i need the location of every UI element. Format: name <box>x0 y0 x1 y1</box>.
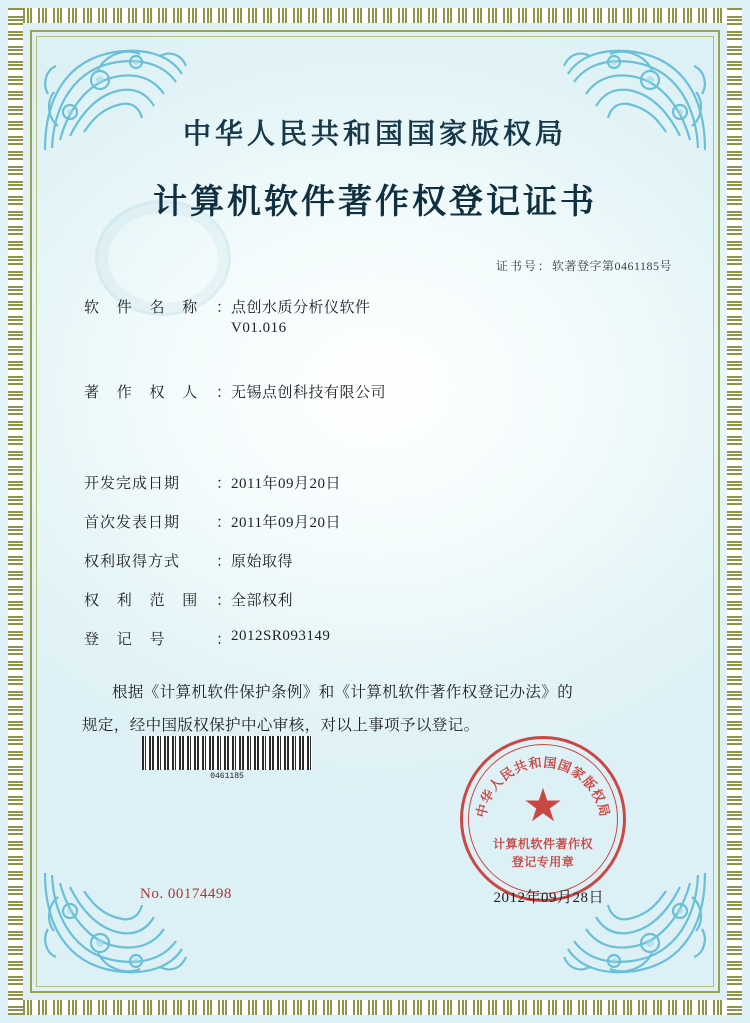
official-seal <box>460 736 626 902</box>
serial-number-value: 00174498 <box>167 886 232 902</box>
barcode-number: 0461185 <box>210 772 244 781</box>
border-pattern-right <box>727 8 742 1015</box>
field-software-name <box>84 296 690 337</box>
field-value: 2011年09月20日 <box>231 476 341 492</box>
field-value: 无锡点创科技有限公司 <box>231 385 387 401</box>
field-colon: ： <box>216 300 232 316</box>
field-value: 2011年09月20日 <box>231 515 341 531</box>
statement-line-1: 根据《计算机软件保护条例》和《计算机软件著作权登记办法》的 <box>112 684 574 701</box>
field-label: 开发完成日期 <box>84 476 181 492</box>
border-pattern-top <box>8 8 742 23</box>
field-colon: ： <box>216 554 232 570</box>
spacer <box>84 420 690 446</box>
certificate-number-value: 软著登字第0461185号 <box>551 259 672 273</box>
seal-text-lines <box>463 835 623 871</box>
field-rights-scope <box>84 589 690 610</box>
certificate-number-label: 证书号： <box>495 259 552 273</box>
svg-text:中华人民共和国国家版权局 <box>473 755 611 819</box>
star-icon: ★ <box>522 780 564 831</box>
field-label: 著 作 权 人 <box>84 385 205 401</box>
field-copyright-owner <box>84 381 690 402</box>
statement-paragraph <box>60 677 690 742</box>
field-label: 软 件 名 称 <box>84 300 205 316</box>
spacer <box>84 446 690 472</box>
field-first-publish-date <box>84 511 690 532</box>
certificate-number <box>60 257 690 274</box>
seal-line-2: 登记专用章 <box>511 855 575 869</box>
issuer-title: 中华人民共和国国家版权局 <box>182 117 567 150</box>
field-colon: ： <box>216 593 232 609</box>
field-value-line2: V01.016 <box>231 320 287 336</box>
field-value-line1: 点创水质分析仪软件 <box>231 300 371 316</box>
border-pattern-left <box>8 8 23 1015</box>
field-acquisition-method <box>84 550 690 571</box>
field-label: 首次发表日期 <box>84 515 181 531</box>
field-label: 登 记 号 <box>84 632 172 648</box>
field-colon: ： <box>216 632 232 648</box>
spacer <box>84 355 690 381</box>
barcode <box>142 736 312 770</box>
field-label: 权 利 范 围 <box>84 593 205 609</box>
field-registration-number <box>84 628 690 649</box>
field-value: 2012SR093149 <box>231 628 331 644</box>
border-pattern-bottom <box>8 1000 742 1015</box>
statement-line-2: 规定，经中国版权保护中心审核，对以上事项予以登记。 <box>82 716 480 734</box>
issue-date: 2012年09月28日 <box>493 890 604 906</box>
seal-arc-label: 中华人民共和国国家版权局 <box>474 755 612 820</box>
fields-list <box>60 296 690 649</box>
page-title: 计算机软件著作权登记证书 <box>153 182 597 222</box>
field-label: 权利取得方式 <box>84 554 181 570</box>
field-colon: ： <box>216 515 232 531</box>
field-value: 全部权利 <box>231 593 294 609</box>
field-development-date <box>84 472 690 493</box>
field-value <box>231 296 690 337</box>
seal-line-1: 计算机软件著作权 <box>492 837 593 851</box>
certificate-content <box>60 60 690 963</box>
field-value: 原始取得 <box>231 554 294 570</box>
serial-number <box>140 886 232 903</box>
seal-arc-text <box>463 739 623 899</box>
serial-number-prefix: No. <box>140 886 164 902</box>
field-colon: ： <box>216 476 232 492</box>
field-colon: ： <box>216 385 232 401</box>
